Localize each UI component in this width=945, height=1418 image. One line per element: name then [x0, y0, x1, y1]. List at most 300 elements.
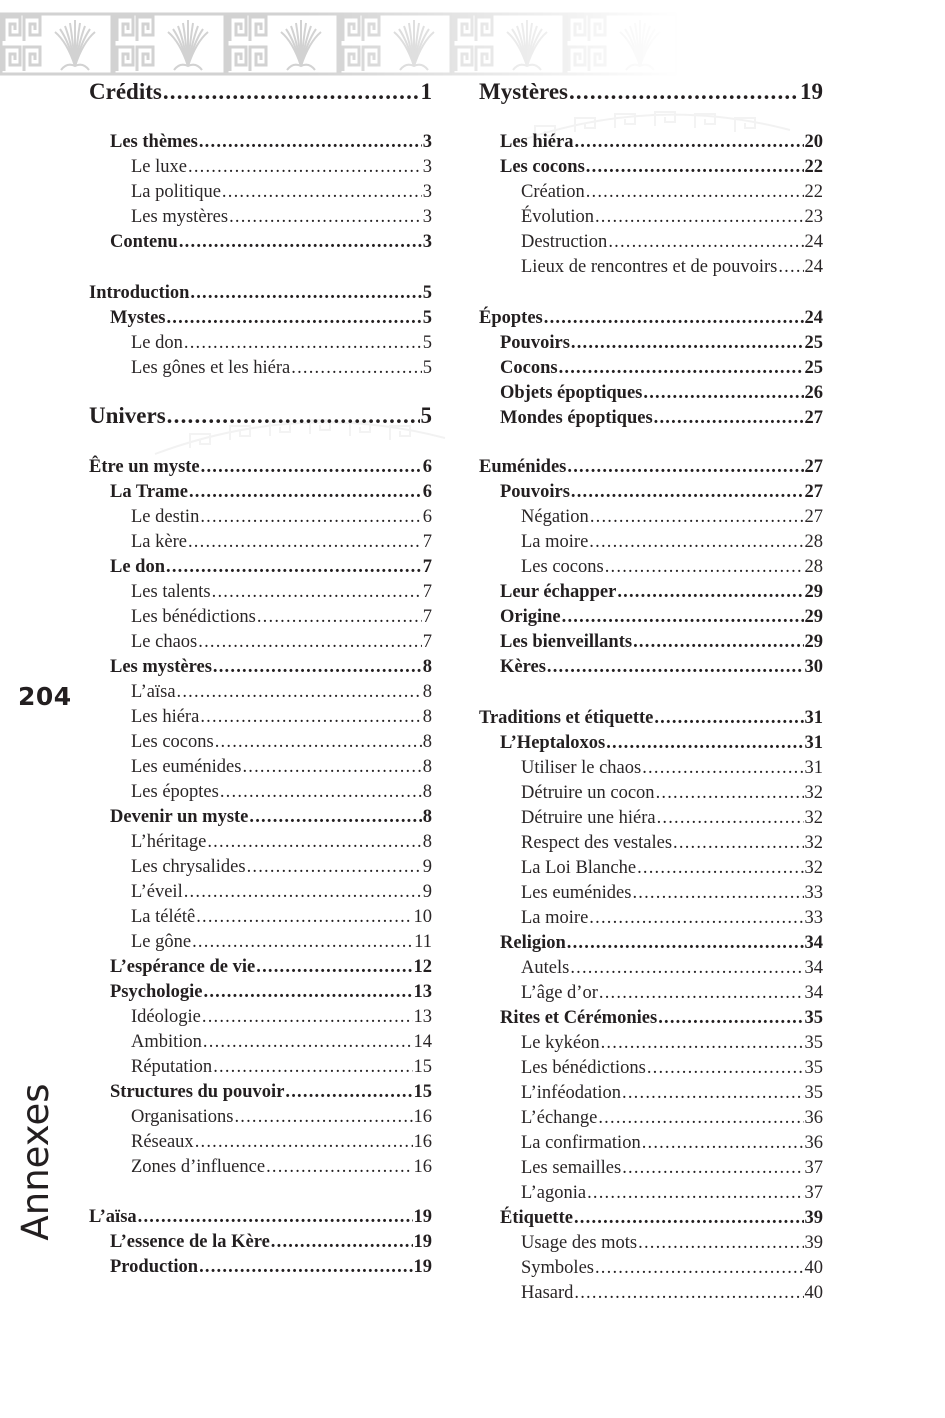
toc-entry-title: Leur échapper	[500, 582, 617, 602]
toc-entry[interactable]	[479, 76, 823, 108]
toc-entry-title: L’Heptaloxos	[500, 733, 606, 753]
toc-entry-title: Crédits	[89, 79, 162, 104]
toc-entry-page-number: 8	[422, 732, 432, 752]
dot-leader	[587, 1181, 803, 1206]
toc-entry-title: Les euménides	[521, 883, 632, 903]
toc-entry[interactable]	[89, 730, 432, 755]
toc-entry[interactable]	[89, 356, 432, 381]
dot-leader	[574, 130, 803, 155]
toc-entry-page-number: 24	[804, 257, 823, 277]
toc-entry[interactable]	[89, 580, 432, 605]
toc-entry[interactable]	[89, 555, 432, 580]
meander-key	[117, 47, 133, 71]
toc-entry-title: Idéologie	[131, 1007, 201, 1027]
meander-key	[569, 17, 585, 41]
dot-leader	[291, 356, 422, 381]
toc-entry[interactable]	[479, 1256, 823, 1281]
toc-entry-page-number: 32	[804, 858, 823, 878]
toc-entry-page-number: 29	[804, 632, 823, 652]
toc-entry[interactable]	[89, 930, 432, 955]
toc-entry[interactable]	[479, 906, 823, 931]
dot-leader	[571, 480, 804, 505]
page-number: 204	[18, 682, 72, 711]
toc-entry-title: Pouvoirs	[500, 333, 570, 353]
toc-entry-page-number: 29	[804, 607, 823, 627]
toc-entry[interactable]	[479, 1006, 823, 1031]
toc-entry-title: Mondes époptiques	[500, 408, 653, 428]
toc-entry[interactable]	[479, 480, 823, 505]
toc-entry-title: Structures du pouvoir	[110, 1082, 285, 1102]
toc-entry-page-number: 8	[422, 832, 432, 852]
palmette-base	[61, 65, 89, 70]
toc-entry[interactable]	[479, 806, 823, 831]
toc-entry-title: Utiliser le chaos	[521, 758, 642, 778]
dot-leader	[589, 906, 803, 931]
toc-entry-page-number: 27	[804, 457, 823, 477]
dot-leader	[570, 956, 803, 981]
toc-entry[interactable]	[89, 480, 432, 505]
toc-entry[interactable]	[479, 781, 823, 806]
toc-entry[interactable]	[89, 1005, 432, 1030]
dot-leader	[166, 555, 422, 580]
toc-entry[interactable]	[89, 1105, 432, 1130]
dot-leader	[567, 931, 804, 956]
toc-entry[interactable]	[479, 505, 823, 530]
toc-entry-page-number: 8	[422, 757, 432, 777]
toc-entry-page-number: 35	[804, 1083, 823, 1103]
toc-entry[interactable]	[479, 331, 823, 356]
meander-key	[589, 17, 605, 41]
toc-entry[interactable]	[89, 1205, 432, 1230]
dot-leader	[167, 400, 420, 432]
dot-leader	[601, 1031, 804, 1056]
dot-leader	[285, 1080, 412, 1105]
toc-entry[interactable]	[479, 455, 823, 480]
toc-entry-title: Être un myste	[89, 457, 200, 477]
toc-entry-page-number: 9	[422, 882, 432, 902]
toc-entry[interactable]	[479, 1181, 823, 1206]
toc-entry-title: L’échange	[521, 1108, 598, 1128]
toc-entry[interactable]	[89, 1080, 432, 1105]
toc-entry-title: Les euménides	[131, 757, 242, 777]
toc-entry-page-number: 35	[804, 1008, 823, 1028]
toc-entry[interactable]	[479, 630, 823, 655]
dot-leader	[163, 76, 420, 108]
dot-leader	[606, 731, 803, 756]
toc-entry-page-number: 6	[422, 457, 432, 477]
palmette-base	[174, 65, 202, 70]
toc-entry-title: Traditions et étiquette	[479, 708, 654, 728]
toc-entry[interactable]	[479, 1081, 823, 1106]
toc-entry[interactable]	[479, 1031, 823, 1056]
dot-leader	[249, 805, 421, 830]
dot-leader	[213, 1055, 412, 1080]
toc-entry[interactable]	[89, 980, 432, 1005]
meander-key	[4, 17, 20, 41]
dot-leader	[574, 1281, 803, 1306]
toc-entry-title: Mystes	[110, 308, 166, 328]
meander-key	[569, 47, 585, 71]
toc-entry[interactable]	[89, 805, 432, 830]
toc-entry[interactable]	[89, 605, 432, 630]
toc-entry[interactable]	[89, 755, 432, 780]
dot-leader	[569, 76, 799, 108]
toc-entry-page-number: 7	[422, 557, 432, 577]
toc-entry[interactable]	[479, 706, 823, 731]
dot-leader	[229, 205, 422, 230]
dot-leader	[138, 1205, 413, 1230]
toc-entry-title: Autels	[521, 958, 570, 978]
toc-entry-page-number: 25	[804, 358, 823, 378]
dot-leader	[222, 180, 422, 205]
toc-entry-page-number: 13	[413, 1007, 432, 1027]
toc-entry-page-number: 7	[422, 582, 432, 602]
toc-entry-page-number: 34	[804, 983, 823, 1003]
meander-key	[363, 47, 379, 71]
toc-entry[interactable]	[89, 955, 432, 980]
dot-leader	[599, 981, 804, 1006]
toc-entry-title: Organisations	[131, 1107, 234, 1127]
toc-entry[interactable]	[89, 880, 432, 905]
dot-leader	[199, 130, 422, 155]
toc-entry-title: Pouvoirs	[500, 482, 570, 502]
meander-key	[250, 47, 266, 71]
toc-entry-title: Le don	[131, 333, 183, 353]
toc-entry[interactable]	[479, 856, 823, 881]
toc-entry-page-number: 32	[804, 833, 823, 853]
toc-entry-title: Le chaos	[131, 632, 198, 652]
toc-entry-page-number: 30	[804, 657, 823, 677]
dot-leader	[184, 331, 422, 356]
dot-leader	[271, 1230, 413, 1255]
dot-leader	[673, 831, 803, 856]
dot-leader	[166, 306, 421, 331]
toc-entry-title: Univers	[89, 403, 166, 428]
toc-entry-title: L’héritage	[131, 832, 207, 852]
dot-leader	[201, 455, 422, 480]
dot-leader	[608, 230, 803, 255]
toc-entry-title: Les semailles	[521, 1158, 622, 1178]
toc-entry[interactable]	[89, 76, 432, 108]
toc-entry-page-number: 29	[804, 582, 823, 602]
toc-entry-title: Le destin	[131, 507, 200, 527]
toc-entry-page-number: 36	[804, 1133, 823, 1153]
toc-entry-title: Kères	[500, 657, 546, 677]
toc-entry-title: Le gône	[131, 932, 192, 952]
toc-entry[interactable]	[89, 655, 432, 680]
dot-leader	[188, 155, 422, 180]
toc-entry-page-number: 19	[800, 79, 823, 104]
toc-entry-title: Les cocons	[131, 732, 214, 752]
toc-entry-page-number: 3	[422, 232, 432, 252]
toc-entry[interactable]	[479, 255, 823, 280]
toc-entry-title: L’âge d’or	[521, 983, 598, 1003]
toc-entry-page-number: 34	[804, 958, 823, 978]
toc-entry[interactable]	[479, 1156, 823, 1181]
toc-entry-page-number: 33	[804, 883, 823, 903]
toc-entry-title: Cocons	[500, 358, 558, 378]
toc-entry-title: Étiquette	[500, 1208, 573, 1228]
toc-entry-title: L’inféodation	[521, 1083, 622, 1103]
toc-entry-page-number: 3	[422, 132, 432, 152]
toc-entry-title: Contenu	[110, 232, 178, 252]
toc-entry-title: Les bienveillants	[500, 632, 633, 652]
toc-entry-title: Devenir un myste	[110, 807, 249, 827]
toc-entry[interactable]	[89, 155, 432, 180]
dot-leader	[247, 855, 422, 880]
toc-entry-title: Rites et Cérémonies	[500, 1008, 658, 1028]
toc-entry-title: La kère	[131, 532, 187, 552]
toc-entry[interactable]	[479, 1231, 823, 1256]
toc-entry[interactable]	[89, 306, 432, 331]
dot-leader	[242, 755, 421, 780]
toc-entry[interactable]	[89, 630, 432, 655]
toc-entry[interactable]	[479, 205, 823, 230]
dot-leader	[544, 306, 804, 331]
dot-leader	[192, 930, 413, 955]
toc-entry-title: Époptes	[479, 308, 543, 328]
toc-entry[interactable]	[89, 705, 432, 730]
toc-entry[interactable]	[479, 756, 823, 781]
toc-entry-title: La Trame	[110, 482, 188, 502]
toc-entry-title: Euménides	[479, 457, 567, 477]
toc-entry-title: L’agonia	[521, 1183, 587, 1203]
toc-entry[interactable]	[89, 1030, 432, 1055]
toc-entry-title: Détruire une hiéra	[521, 808, 656, 828]
dot-leader	[637, 856, 803, 881]
toc-entry-title: L’espérance de vie	[110, 957, 256, 977]
toc-entry[interactable]	[89, 530, 432, 555]
toc-entry[interactable]	[479, 406, 823, 431]
toc-entry-page-number: 5	[422, 283, 432, 303]
toc-entry-title: L’aïsa	[89, 1207, 137, 1227]
section-tab-label: Annexes	[14, 1083, 57, 1241]
toc-entry-page-number: 7	[422, 632, 432, 652]
toc-entry[interactable]	[89, 1255, 432, 1280]
meander-key	[230, 47, 246, 71]
dot-leader	[595, 1256, 804, 1281]
dot-leader	[188, 530, 422, 555]
toc-entry[interactable]	[89, 1155, 432, 1180]
toc-entry-page-number: 3	[422, 157, 432, 177]
toc-entry[interactable]	[479, 230, 823, 255]
toc-entry[interactable]	[479, 831, 823, 856]
toc-entry[interactable]	[89, 780, 432, 805]
dot-leader	[257, 605, 422, 630]
toc-entry[interactable]	[479, 981, 823, 1006]
toc-entry-title: Destruction	[521, 232, 608, 252]
dot-leader	[642, 1131, 804, 1156]
toc-entry[interactable]	[89, 455, 432, 480]
toc-entry[interactable]	[479, 881, 823, 906]
meander-key	[343, 47, 359, 71]
meander-key	[4, 47, 20, 71]
toc-entry-title: Respect des vestales	[521, 833, 673, 853]
toc-entry-page-number: 5	[420, 403, 432, 428]
dot-leader	[595, 205, 804, 230]
meander-key	[456, 17, 472, 41]
dot-leader	[184, 880, 422, 905]
dot-leader	[256, 955, 412, 980]
toc-entry-page-number: 20	[804, 132, 823, 152]
toc-entry[interactable]	[479, 180, 823, 205]
meander-key	[117, 17, 133, 41]
toc-entry-page-number: 14	[413, 1032, 432, 1052]
toc-entry[interactable]	[479, 1206, 823, 1231]
toc-entry-title: Les bénédictions	[131, 607, 256, 627]
toc-entry[interactable]	[89, 1055, 432, 1080]
toc-entry-title: Les époptes	[131, 782, 219, 802]
toc-entry-title: Symboles	[521, 1258, 594, 1278]
dot-leader	[213, 655, 422, 680]
palmette-base	[513, 65, 541, 70]
toc-entry-page-number: 39	[804, 1233, 823, 1253]
toc-entry-page-number: 27	[804, 507, 823, 527]
toc-entry-title: Les mystères	[110, 657, 212, 677]
toc-entry-title: Le kykéon	[521, 1033, 600, 1053]
toc-entry-page-number: 6	[422, 482, 432, 502]
toc-entry-page-number: 10	[413, 907, 432, 927]
toc-entry[interactable]	[479, 530, 823, 555]
toc-entry[interactable]	[479, 605, 823, 630]
toc-entry-page-number: 16	[413, 1157, 432, 1177]
toc-entry-page-number: 35	[804, 1033, 823, 1053]
toc-entry-title: Les chrysalides	[131, 857, 246, 877]
dot-leader	[622, 1081, 803, 1106]
toc-entry-page-number: 19	[413, 1257, 432, 1277]
meander-key	[476, 17, 492, 41]
toc-entry-page-number: 11	[414, 932, 432, 952]
dot-leader	[632, 881, 803, 906]
dot-leader	[207, 830, 421, 855]
dot-leader	[266, 1155, 412, 1180]
toc-entry[interactable]	[479, 931, 823, 956]
toc-entry[interactable]	[479, 655, 823, 680]
dot-leader	[654, 706, 803, 731]
toc-entry-title: Le don	[110, 557, 166, 577]
meander-key	[343, 17, 359, 41]
toc-entry-page-number: 33	[804, 908, 823, 928]
toc-entry-page-number: 31	[804, 733, 823, 753]
toc-entry[interactable]	[479, 155, 823, 180]
toc-entry[interactable]	[89, 281, 432, 306]
dot-leader	[203, 1030, 413, 1055]
meander-key	[363, 17, 379, 41]
toc-entry[interactable]	[89, 680, 432, 705]
toc-entry[interactable]	[479, 1131, 823, 1156]
toc-entry-title: La moire	[521, 532, 589, 552]
toc-entry-page-number: 31	[804, 708, 823, 728]
dot-leader	[571, 331, 804, 356]
toc-entry[interactable]	[89, 400, 432, 432]
dot-leader	[179, 230, 422, 255]
toc-entry[interactable]	[479, 130, 823, 155]
toc-entry[interactable]	[479, 381, 823, 406]
toc-entry-page-number: 37	[804, 1183, 823, 1203]
toc-entry[interactable]	[89, 180, 432, 205]
toc-entry[interactable]	[89, 205, 432, 230]
palmette-base	[400, 65, 428, 70]
dot-leader	[633, 630, 803, 655]
toc-entry[interactable]	[479, 580, 823, 605]
toc-entry-page-number: 22	[804, 182, 823, 202]
toc-entry-title: La politique	[131, 182, 221, 202]
toc-entry[interactable]	[89, 1130, 432, 1155]
toc-entry-title: Lieux de rencontres et de pouvoirs	[521, 257, 778, 277]
toc-entry-page-number: 32	[804, 783, 823, 803]
dot-leader	[658, 1006, 803, 1031]
toc-entry-page-number: 27	[804, 408, 823, 428]
toc-entry[interactable]	[479, 1106, 823, 1131]
toc-entry-page-number: 6	[422, 507, 432, 527]
toc-entry-page-number: 5	[422, 358, 432, 378]
toc-entry-page-number: 37	[804, 1158, 823, 1178]
dot-leader	[199, 1255, 412, 1280]
toc-entry-page-number: 31	[804, 758, 823, 778]
dot-leader	[562, 605, 804, 630]
toc-entry[interactable]	[89, 830, 432, 855]
toc-entry[interactable]	[479, 731, 823, 756]
toc-entry[interactable]	[479, 306, 823, 331]
toc-entry-page-number: 23	[804, 207, 823, 227]
toc-entry[interactable]	[479, 956, 823, 981]
toc-entry-title: Zones d’influence	[131, 1157, 266, 1177]
toc-entry[interactable]	[479, 356, 823, 381]
dot-leader	[605, 555, 804, 580]
toc-entry-title: Les mystères	[131, 207, 229, 227]
toc-entry[interactable]	[89, 905, 432, 930]
toc-entry[interactable]	[479, 1281, 823, 1306]
dot-leader	[638, 1231, 803, 1256]
dot-leader	[177, 680, 422, 705]
toc-entry[interactable]	[89, 230, 432, 255]
dot-leader	[234, 1105, 412, 1130]
toc-entry-page-number: 8	[422, 682, 432, 702]
toc-entry[interactable]	[479, 1056, 823, 1081]
dot-leader	[622, 1156, 803, 1181]
toc-entry[interactable]	[479, 555, 823, 580]
palmette-base	[287, 65, 315, 70]
toc-entry[interactable]	[89, 505, 432, 530]
toc-entry-page-number: 25	[804, 333, 823, 353]
toc-entry-page-number: 27	[804, 482, 823, 502]
toc-entry-page-number: 7	[422, 532, 432, 552]
toc-entry-page-number: 15	[413, 1082, 432, 1102]
toc-entry[interactable]	[89, 331, 432, 356]
toc-entry-page-number: 8	[422, 707, 432, 727]
dot-leader	[617, 580, 803, 605]
dot-leader	[778, 255, 803, 280]
dot-leader	[547, 655, 804, 680]
dot-leader	[196, 905, 412, 930]
dot-leader	[598, 1106, 803, 1131]
toc-entry-title: Origine	[500, 607, 561, 627]
toc-entry-page-number: 5	[422, 333, 432, 353]
toc-entry[interactable]	[89, 855, 432, 880]
dot-leader	[586, 180, 804, 205]
greek-meander-frieze-ornament	[0, 12, 680, 76]
toc-entry-page-number: 26	[804, 383, 823, 403]
toc-entry-page-number: 19	[413, 1207, 432, 1227]
meander-key	[589, 47, 605, 71]
toc-entry-title: Les talents	[131, 582, 211, 602]
toc-entry[interactable]	[89, 1230, 432, 1255]
dot-leader	[202, 1005, 413, 1030]
toc-entry[interactable]	[89, 130, 432, 155]
toc-entry-title: Usage des mots	[521, 1233, 638, 1253]
toc-entry-page-number: 8	[422, 657, 432, 677]
meander-key	[24, 17, 40, 41]
